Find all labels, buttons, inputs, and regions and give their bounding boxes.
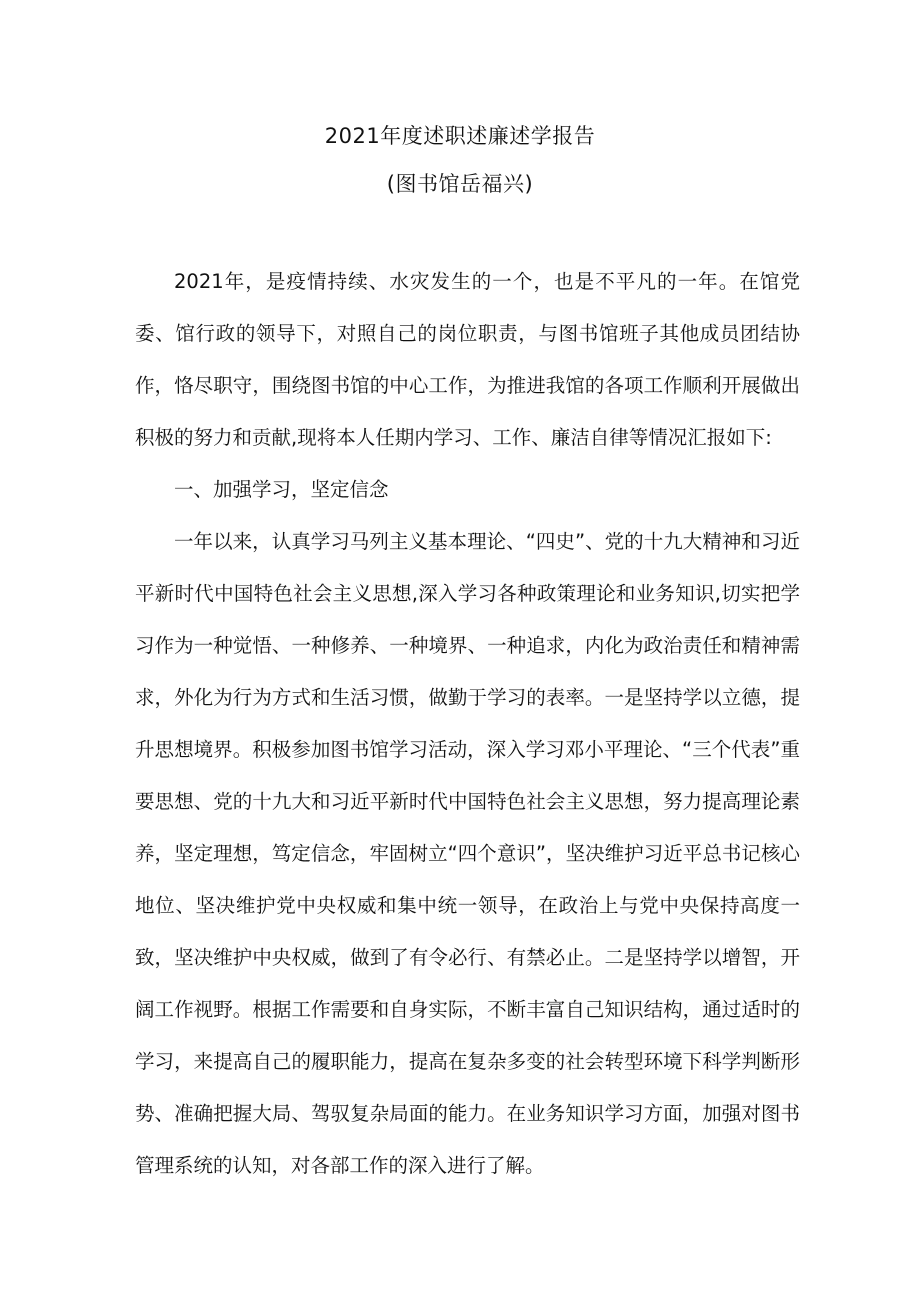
document-title: 2021年度述职述廉述学报告 [324,124,596,148]
document-body [135,256,800,1192]
section-heading: 一、加强学习，坚定信念 [174,478,389,501]
document-subtitle: (图书馆岳福兴) [386,172,534,196]
intro-paragraph: 2021年，是疫情持续、水灾发生的一个，也是不平凡的一年。在馆党委、馆行政的领导下，对照自己的岗位职责，与图书馆班子其他成员团结协作，恪尽职守，围绕图书馆的中心工作，为推进我馆的各项工作顺利开展做出积极的努力和贡献,现将本人任期内学习、工作、廉洁自律等情况汇报如下: [135,270,800,449]
section-paragraph: 一年以来，认真学习马列主义基本理论、“四史”、党的十九大精神和习近平新时代中国特色社会主义思想,深入学习各种政策理论和业务知识,切实把学习作为一种觉悟、一种修养、一种境界、一种追求，内化为政治责任和精神需求，外化为行为方式和生活习惯，做勤于学习的表率。一是坚持学以立德，提升思想境界。积极参加图书馆学习活动，深入学习邓小平理论、“三个代表”重要思想、党的十九大和习近平新时代中国特色社会主义思想，努力提高理论素养，坚定理想，笃定信念，牢固树立“四个意识”，坚决维护习近平总书记核心地位、坚决维护党中央权威和集中统一领导，在政治上与党中央保持高度一致，坚决维护中央权威，做到了有令必行、有禁必止。二是坚持学以增智，开阔工作视野。根据工作需要和自身实际，不断丰富自己知识结构，通过适时的学习，来提高自己的履职能力，提高在复杂多变的社会转型环境下科学判断形势、准确把握大局、驾驭复杂局面的能力。在业务知识学习方面，加强对图书管理系统的认知，对各部工作的深入进行了解。 [135,530,800,1177]
